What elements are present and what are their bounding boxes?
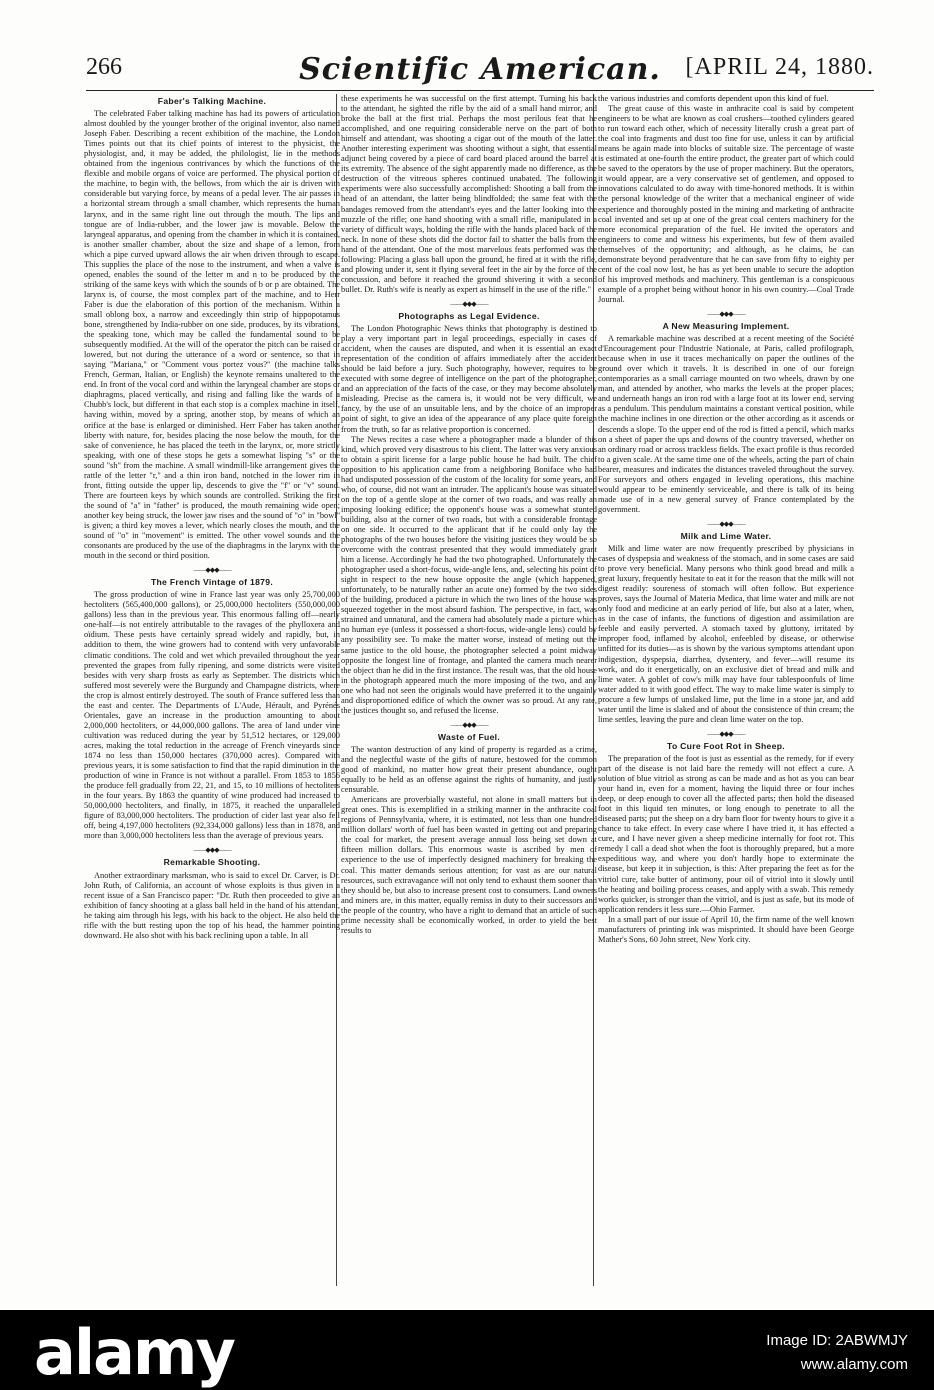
article-title: A New Measuring Implement. xyxy=(662,321,790,332)
article-paragraph: these experiments he was successful on the first attempt. Turning his back to the attendant, he sighted the rifle by the aid of a small hand mirror, and broke the ball at the first trial. Perhaps the most perilous feat that he accomplished, and one requiring considerable nerve on the part of both himself and attendant, was shooting a cigar out of the mouth of the latter. Another interesting experiment was shooting without a sight, that essential adjunct being covered by a piece of card board placed around the barrel at its extremity. The absence of the sight apparently made no difference, as the destruction of the vitreous spheres continued unabated. The following experiments were also successfully accomplished: Shooting a ball from the head of an attendant, the latter being blindfolded; the same feat with the bandages removed from the attendant's eyes and the latter looking into the muzzle of the rifle; one hand shooting with a small rifle, manipulated in a variety of difficult ways, holding the rifle with the hands placed back of the neck. In none of these shots did the doctor fail to shatter the balls from the hand of the attendant. One of the most marvelous feats performed was the following: Placing a glass ball upon the ground, he fired at it with the rifle, and plowing under it, sent it flying several feet in the air by the force of the concussion, and before it reached the ground shivering it with a second bullet. Dr. Ruth's wife is nearly as expert as himself in the use of the rifle." xyxy=(341,94,597,294)
watermark-url: www.alamy.com xyxy=(800,1356,908,1373)
section-ornament: ——◆◆◆—— xyxy=(707,309,745,318)
section-ornament: ——◆◆◆—— xyxy=(450,299,488,308)
article-paragraph: Americans are proverbially wasteful, not alone in small matters but in great ones. This is exemplified in a striking manner in the anthracite coal regions of Pennsylvania, where, it is estimated, not less than one hundred million dollars' worth of fuel has been wasted in getting out and preparing the coal for market, the present average annual loss being set down at fifteen million dollars. This enormous waste is ascribed by men of experience to the use of imperfectly designed machinery for breaking the coal. This matter demands serious attention; for vast as are our natural resources, such extravagance will not only tend to exhaust them sooner than they should be, but also to increase present cost to consumers. Land owners and miners are, in this matter, equally remiss in duty to their successors and the people of the country, who have a right to demand that an article of such prime necessity shall be economically worked, in order to yield the best results to xyxy=(341,795,597,935)
article-title: Faber's Talking Machine. xyxy=(157,96,267,106)
article-title: To Cure Foot Rot in Sheep. xyxy=(667,740,785,751)
header-rule xyxy=(86,90,874,91)
article-title: Milk and Lime Water. xyxy=(680,530,772,541)
section-ornament: ——◆◆◆—— xyxy=(450,720,488,729)
column-2 xyxy=(341,94,597,1286)
article-paragraph: Another extraordinary marksman, who is said to excel Dr. Carver, is Dr. John Ruth, of California, an account of whose exploits is thus given in a recent issue of a San Francisco paper: "Dr. Ruth then proceeded to give an exhibition of fancy shooting at a glass ball held in the hand of his attendant, he taking aim through his legs, with his back to the object. He also held the rifle with the butt resting upon the top of his head, the hammer pointing downward. He also shot with his back reclining upon a table. In all xyxy=(84,870,340,940)
image-id: Image ID: 2ABWMJY xyxy=(766,1332,908,1349)
article-paragraph: The London Photographic News thinks that photography is destined to play a very important part in legal proceedings, especially in cases of accident, when the causes are disputed, and when it is essential an exact representation of the condition of affairs immediately after the accident should be laid before a jury. Such photography, however, requires to be executed with some degree of intelligence on the part of the photographer, and an appreciation of the facts of the case, or they may become absolutely misleading. Precise as the camera is, it would not be very difficult, we fancy, by the use of an unsuitable lens, and by the choice of an improper point of sight, to give an idea of the appearance of any place quite foreign from the truth, so far as relative proportion is concerned. xyxy=(341,324,597,434)
page-header xyxy=(86,52,874,92)
section-ornament: ——◆◆◆—— xyxy=(707,729,745,738)
alamy-logo: alamy xyxy=(34,1316,234,1389)
column-3 xyxy=(598,94,854,1286)
article-paragraph: the various industries and comforts dependent upon this kind of fuel. xyxy=(598,94,829,103)
column-1 xyxy=(84,94,340,1286)
article-paragraph: The great cause of this waste in anthracite coal is said by competent engineers to be what are known as coal crushers—toothed cylinders geared to run toward each other, which of necessity literally crush a great part of the coal into fragments and dust too fine for use, unless it can by artificial means be again made into blocks of suitable size. The percentage of waste is estimated at one-fourth the entire product, the greater part of which could be saved to the operators by the use of proper machinery. But the operators, it would appear, are a very conservative set of gentlemen, and opposed to innovations calculated to do away with time-honored methods. It is within the personal knowledge of the writer that a mechanical engineer of wide experience and thoroughly posted in the mining and marketing of anthracite coal invented and set up at one of the great coal centers machinery for the more economical preparation of the fuel. He invited the operators and engineers to come and witness his experiments, but few of them availed themselves of the opportunity; and although, as he claims, he can demonstrate beyond peradventure that he can save from fifty to eighty per cent of the coal now lost, he has as yet been unable to secure the adoption of his improved methods and machinery. This gentleman is a conspicuous example of a prophet being without honor in his own country.—Coal Trade Journal. xyxy=(598,104,854,304)
page-number: 266 xyxy=(86,54,122,80)
article-title: Photographs as Legal Evidence. xyxy=(398,310,540,321)
article-paragraph: The News recites a case where a photographer made a blunder of this kind, which proved very disastrous to his client. The latter was very anxious to obtain a spirit license for a large public house he had built. The chief opposition to his application came from a neighboring Boniface who had had undisputed possession of the custom of the locality for some years, and who, of course, did not want an intruder. The applicant's house was situated on the top of a gentle slope at the corner of two roads, and was really an imposing looking edifice; the opponent's house was a somewhat stunted building, also at the corner of two roads, but with a considerable frontage on one side. It occurred to the applicant that if he could only lay the photographs of the two houses before the visiting justices they would be so overcome with the contrast presented that they would immediately grant him a license. Accordingly he had the two photographed. Unfortunately the photographer used a short-focus, wide-angle lens, and, selecting his point of sight in respect to the new house opposite the angle (which happened, unfortunately, to be naturally rather an acute one) formed by the two sides of the building, produced a picture in which the two lines of the house was squeezed together in the most absurd fashion. The perspective, in fact, was strained and unnatural, and the camera had absolutely made a picture which no human eye (unless it possessed a short-focus, wide-angle lens) could by any possibility see. To make the matter worse, instead of meting out the same justice to the old house, the photographer selected a point midway opposite the longest line of frontage, and planted the camera much nearer the object than he did in the first instance. The result was, that the old house in the photograph appeared much the more imposing of the two, and any one who had not seen the originals would have preferred it to the ungainly and disproportioned edifice of which the owner was so proud. At any rate, the justices thought so, and refused the license. xyxy=(341,434,597,715)
article-paragraph: The preparation of the foot is just as essential as the remedy, for if every part of the disease is not laid bare the remedy will not effect a cure. A solution of blue vitriol as strong as can be made and as hot as you can bear your hand in, even for a moment, having the liquid three or four inches deep, or deep enough to cover all the affected parts; then hold the diseased foot in this liquid ten minutes, or long enough to penetrate to all the diseased parts; put the sheep on a dry barn floor for twenty hours to give it a chance to take effect. In every case where I have tried it, it has effected a cure, and I have never given a sheep medicine internally for foot rot. This remedy I call a dead shot when the foot is thoroughly prepared, but a more expeditious way, and where you don't hardly hope to exterminate the disease, but keep it in subjection, is this: After preparing the feet as for the vitriol cure, take butter of antimony, pour oil of vitriol into it slowly until the heating and boiling process ceases, and apply with a swab. This remedy works quicker, is stronger than the vitriol, and is just as safe, but its mode of application renders it less sure.—Ohio Farmer. xyxy=(598,753,854,914)
article-title: The French Vintage of 1879. xyxy=(150,577,274,588)
article-paragraph: Milk and lime water are now frequently prescribed by physicians in cases of dyspepsia and weakness of the stomach, and in some cases are said to prove very beneficial. Many persons who think good bread and milk a great luxury, frequently hesitate to eat it for the reason that the milk will not digest readily: soureness of stomach will often follow. But experience proves, says the Journal of Materia Medica, that lime water and milk are not only food and medicine at an early period of life, but also at a later, when, as in the case of infants, the functions of digestion and assimilation are feeble and easily perverted. A stomach taxed by gluttony, irritated by improper food, inflamed by alcohol, enfeebled by disease, or otherwise unfitted for its duties—as is shown by the various symptoms attendant upon indigestion, dyspepsia, diarrhea, dysentery, and fever—will resume its work, and do it energetically, on an exclusive diet of bread and milk and lime water. A goblet of cow's milk may have four tablespoonfuls of lime water added to it with good effect. The way to make lime water is simply to procure a few lumps of unslaked lime, put the lime in a stone jar, and add water until the lime is slaked and of about the consistence of thin cream; the lime settles, leaving the pure and clean lime water on the top. xyxy=(598,544,854,724)
section-ornament: ——◆◆◆—— xyxy=(707,519,745,528)
article-paragraph: The wanton destruction of any kind of property is regarded as a crime, and the neglectful waste of the gifts of nature, bestowed for the common good of mankind, no matter how great their present abundance, ought equally to be held as an offense against the rights of humanity, and justly censurable. xyxy=(341,744,597,795)
article-paragraph: In a small part of our issue of April 10, the firm name of the well known manufacturers of printing ink was misprinted. It should have been George Mather's Sons, 60 John street, New York city. xyxy=(598,914,854,944)
section-ornament: ——◆◆◆—— xyxy=(193,846,231,855)
watermark-banner xyxy=(0,1310,934,1390)
article-paragraph: A remarkable machine was described at a recent meeting of the Société d'Encouragement pour l'Industrie Nationale, at Paris, called profilograph, because when in use it traces mechanically on paper the outlines of the ground over which it travels. It is described in one of our foreign contemporaries as a small carriage mounted on two wheels, drawn by one man, and attended by another, who marks the levels at the proper places; and underneath hangs an iron rod with a large foot at its lower end, serving as a pendulum. This pendulum maintains a constant vertical position, while the machine inclines in one direction or the other according as it ascends or descends a slope. To the upper end of the rod is fitted a pencil, which marks on a sheet of paper the ups and downs of the country traversed, whether on an ordinary road or across trackless fields. The exact profile is thus recorded to a given scale. At the same time one of the wheels, acting the part of chain bearer, measures and indicates the distances traveled throughout the survey. For surveyors and others engaged in leveling operations, this machine would appear to be eminently serviceable, and there is talk of its being made use of in a new general survey of France contemplated by the government. xyxy=(598,334,854,514)
issue-date: [APRIL 24, 1880. xyxy=(685,54,874,80)
article-title: Remarkable Shooting. xyxy=(163,857,261,868)
article-title: Waste of Fuel. xyxy=(437,731,501,742)
article-paragraph: The gross production of wine in France last year was only 25,700,000 hectoliters (565,400,000 gallons), or 25,000,000 hectoliters (550,000,000 gallons) less than in the previous year. This enormous falling off—nearly one-half—is not entirely attributable to the ravages of the phylloxera and oïdium. These pests have certainly spread widely and rapidly, but, in addition to them, the wine growers had to contend with very unfavorable climatic conditions. The cold and wet which prevailed throughout the year prevented the grapes from fully ripening, and some districts were visited besides with very sharp frosts as early as September. The districts which suffered most severely were the Burgundy and Champagne districts, where the crop is almost entirely destroyed. The south of France suffered less than the east and center. The Departments of L'Aude, Hérault, and Pyrénés Orientales, gave an increase in the production amounting to about 2,000,000 hectoliters, or 44,000,000 gallons. The area of land under vine cultivation was reduced during the year by 51,512 hectares, or 129,000 acres, making the total reduction in the acreage of French vineyards since 1874 no less than 150,000 hectares (370,000 acres). Compared with previous years, it is some satisfaction to find that the rapid diminution in the production of wine in France is not without a parallel. From 1853 to 1856 the produce fell gradually from 22, 21, and 15, to 10 millions of hectoliters in the four years. By 1863 the quantity of wine produced had increased to 50,000,000 hectoliters, and finally, in 1875, it reached the unparalleled figure of 83,000,000 hectoliters. The production of cider last year also fell off, being 4,197,000 hectoliters (92,334,000 gallons) less than in 1878, and more than 3,000,000 hectoliters less than the average of previous years. xyxy=(84,590,340,841)
masthead: Scientific American. xyxy=(299,52,661,87)
article-paragraph: The celebrated Faber talking machine has had its powers of articulation almost doubled by the younger brother of the original inventor, also named Joseph Faber. Describing a recent exhibition of the machine, the London Times points out that its chief points of interest to the physicist, the physiologist, and, it may be added, the philologist, lie in the methods obtained from the ingenious contrivances by which the functions of the flexible and mobile organs of voice are performed. The physical portion of the machine, to begin with, the bellows, from which the air is driven with considerable but varying force, by means of a pedal lever. The air passes in a horizontal stream through a small chamber, which represents the human larynx, and in the same right line out through the mouth. The lips and tongue are of India-rubber, and the lower jaw is movable. Below the laryngeal apparatus, and opening from the chamber in which it is contained, is another smaller chamber, about the size and shape of a lemon, from which a pipe curved upward allows the air when driven through to escape. This supplies the place of the nose to the instrument, and when a valve is opened, enables the sound of the letter m and n to be produced by the striking of the same keys with which the sounds of b or p are obtained. The larynx is, of course, the most complex part of the machine, and to Herr Faber is due the elaboration of this portion of the mechanism. Within a small oblong box, a narrow and exceedingly thin strip of hippopotamus bone, strengthened by India-rubber on one side, produces, by its vibrations, the speaking tone, which may be called the fundamental sound to be subsequently modified. At the will of the operator the pitch can be raised or lowered, but not during the utterance of a word or sentence, so that in saying "Mariana," or "Comment vous portez vous?" (the machine talks French, German, Italian, or English) the keynote remains unaltered to the end. In front of the vocal cord and within the laryngeal chamber are stops or diaphragms, placed vertically, and rising and falling like the wards of a Chubb's lock, but different in that each stop is a complex machine in itself, having within, moved by a spring, another stop, by means of which an orifice at the base is enlarged or diminished. Herr Faber has taken another liberty with nature, for, besides placing the nose below the mouth, for the sake of convenience, he has placed the teeth in the larynx, or, more strictly speaking, with one of these stops he gets a somewhat lisping "s" or the sound "sh" from the machine. A small windmill-like arrangement gives the rattle of the letter "r," and a thin iron band, notched in the lower rim in front, fitting outside the upper lip, descends to give the "f" or "v" sound. There are fourteen keys by which sounds are controlled. Striking the first the sound of "a" in "father" is produced, the mouth remaining wide open; another key being struck, the lower jaw rises and the sound of "o" in "bowl" is given; a third key moves a lever, which nearly closes the mouth, and the sound of "o" in "movement" is emitted. The other vowel sounds and the consonants are produced by the use of the diaphragms in the larynx with the mouth in the second or third position. xyxy=(84,109,340,561)
section-ornament: ——◆◆◆—— xyxy=(193,566,231,575)
